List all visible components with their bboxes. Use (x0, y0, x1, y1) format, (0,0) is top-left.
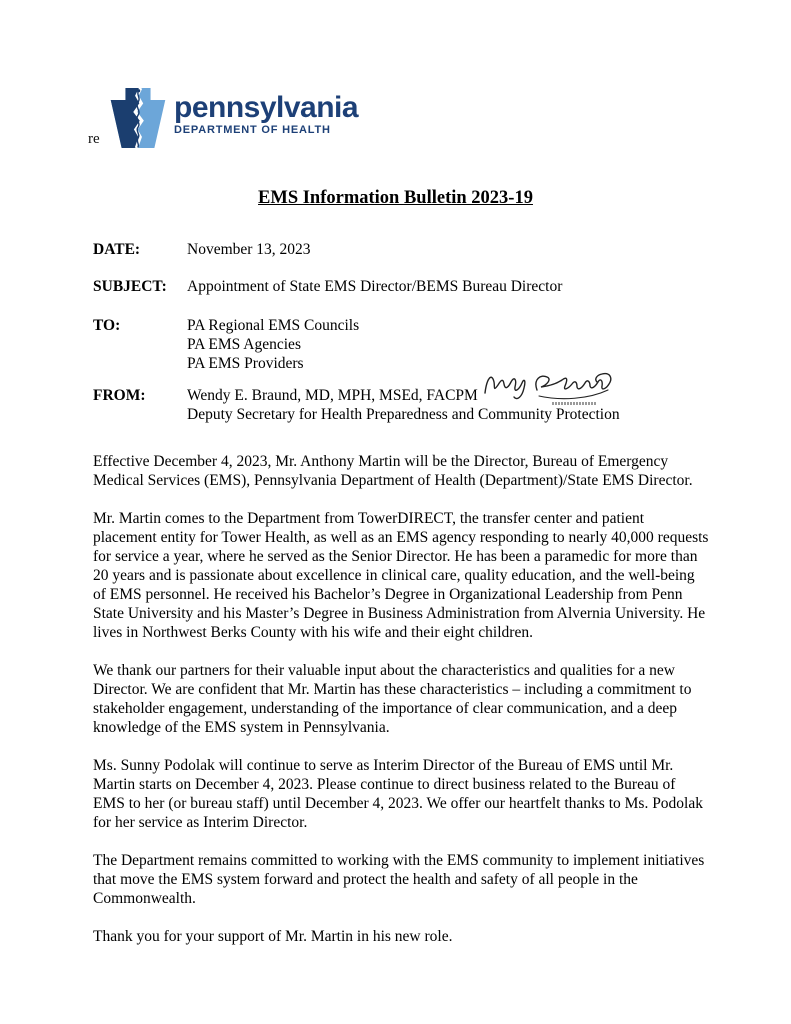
subject-value: Appointment of State EMS Director/BEMS Bureau Director (187, 278, 563, 295)
paragraph-3: We thank our partners for their valuable input about the characteristics and qualities for a new Director. We are confident that Mr. Martin has these characteristics – including a commitment to stakeholder engagement, understanding of the importance of clear communication, and a deep knowledge of the EMS system in Pennsylvania. (93, 662, 692, 736)
date-value: November 13, 2023 (187, 241, 311, 258)
logo-wordmark: pennsylvania (174, 91, 359, 124)
to-line-3: PA EMS Providers (187, 355, 304, 372)
paragraph-5: The Department remains committed to working with the EMS community to implement initiatives that move the EMS system forward and protect the health and safety of all people in the Commonwealth. (93, 852, 705, 907)
to-value (187, 316, 359, 373)
date-label: DATE: (93, 241, 141, 258)
from-name: Wendy E. Braund, MD, MPH, MSEd, FACPM (187, 387, 478, 404)
meta-row-from (93, 386, 733, 424)
paragraph-4: Ms. Sunny Podolak will continue to serve as Interim Director of the Bureau of EMS until Mr. Martin starts on December 4, 2023. Please continue to direct business related to the Bureau of EMS to her (or bureau staff) until December 4, 2023. We offer our heartfelt thanks to Ms. Podolak for her service as Interim Director. (93, 757, 703, 831)
to-line-2: PA EMS Agencies (187, 336, 301, 353)
to-label: TO: (93, 317, 121, 334)
page-title: EMS Information Bulletin 2023-19 (258, 188, 533, 208)
signature-fine-print (552, 402, 596, 405)
paragraph-2: Mr. Martin comes to the Department from TowerDIRECT, the transfer center and patient placement entity for Tower Health, as well as an EMS agency responding to nearly 40,000 requests for service a year, where he served as the Senior Director. He has been a paramedic for more than 20 years and is passionate about excellence in clinical care, quality education, and the well-being of EMS personnel. He received his Bachelor’s Degree in Organizational Leadership from Penn State University and his Master’s Degree in Business Administration from Alvernia University. He lives in Northwest Berks County with his wife and their eight children. (93, 510, 709, 641)
paragraph-1: Effective December 4, 2023, Mr. Anthony Martin will be the Director, Bureau of Emergency Medical Services (EMS), Pennsylvania Department of Health (Department)/State EMS Director. (93, 453, 693, 489)
keystone-caduceus-icon (110, 88, 166, 148)
to-line-1: PA Regional EMS Councils (187, 317, 360, 334)
stray-text: re (88, 131, 100, 147)
logo-subtitle: DEPARTMENT OF HEALTH (174, 124, 331, 136)
from-label: FROM: (93, 387, 146, 404)
pa-doh-logo (110, 88, 358, 148)
subject-label: SUBJECT: (93, 278, 167, 295)
meta-row-subject (93, 277, 733, 296)
from-title: Deputy Secretary for Health Preparedness and Community Protection (187, 406, 620, 423)
paragraph-6: Thank you for your support of Mr. Martin in his new role. (93, 928, 453, 945)
logo-text-block (174, 88, 358, 136)
meta-row-date (93, 240, 733, 259)
meta-row-to (93, 316, 733, 373)
letter-body (93, 452, 709, 965)
